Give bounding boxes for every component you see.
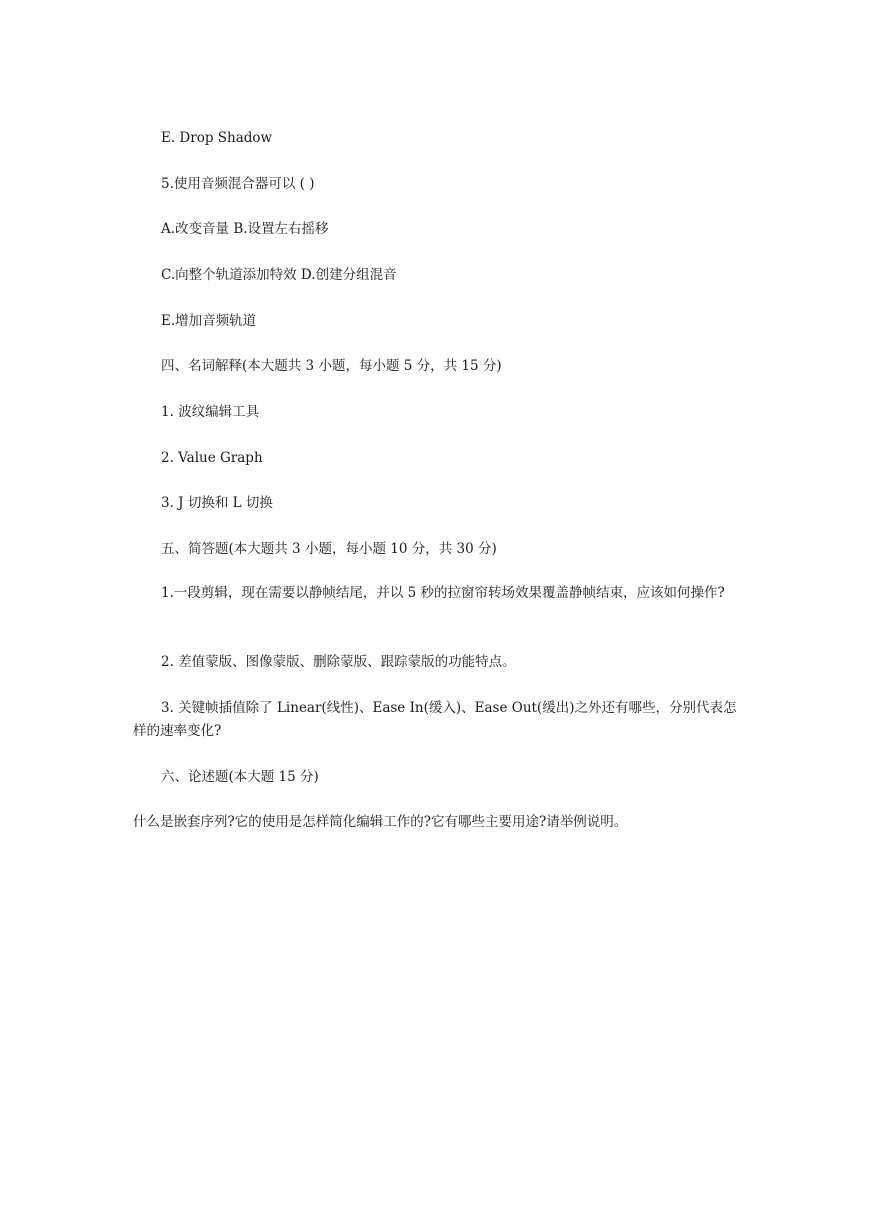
question-5-option-e: E.增加音频轨道 [161,313,257,329]
term-2: 2. Value Graph [161,450,263,466]
question-5-options-ab: A.改变音量 B.设置左右摇移 [161,221,329,237]
section-heading-terms: 四、名词解释(本大题共 3 小题，每小题 5 分，共 15 分) [161,358,502,374]
term-1: 1. 波纹编辑工具 [161,404,260,420]
option-e-drop-shadow: E. Drop Shadow [161,130,273,146]
section-heading-short-answer: 五、简答题(本大题共 3 小题，每小题 10 分，共 30 分) [161,541,497,557]
essay-question: 什么是嵌套序列?它的使用是怎样简化编辑工作的?它有哪些主要用途?请举例说明。 [133,814,628,830]
short-answer-2: 2. 差值蒙版、图像蒙版、删除蒙版、跟踪蒙版的功能特点。 [161,654,516,670]
section-heading-essay: 六、论述题(本大题 15 分) [161,769,319,785]
term-3: 3. J 切换和 L 切换 [161,495,273,511]
question-5: 5.使用音频混合器可以 ( ) [161,176,315,192]
short-answer-1: 1.一段剪辑，现在需要以静帧结尾，并以 5 秒的拉窗帘转场效果覆盖静帧结束，应该如何操作? [161,585,725,601]
short-answer-3: 3. 关键帧插值除了 Linear(线性)、Ease In(缓入)、Ease Out(缓出)之外还有哪些，分别代表怎样的速率变化? [133,700,737,739]
question-5-options-cd: C.向整个轨道添加特效 D.创建分组混音 [161,267,397,283]
